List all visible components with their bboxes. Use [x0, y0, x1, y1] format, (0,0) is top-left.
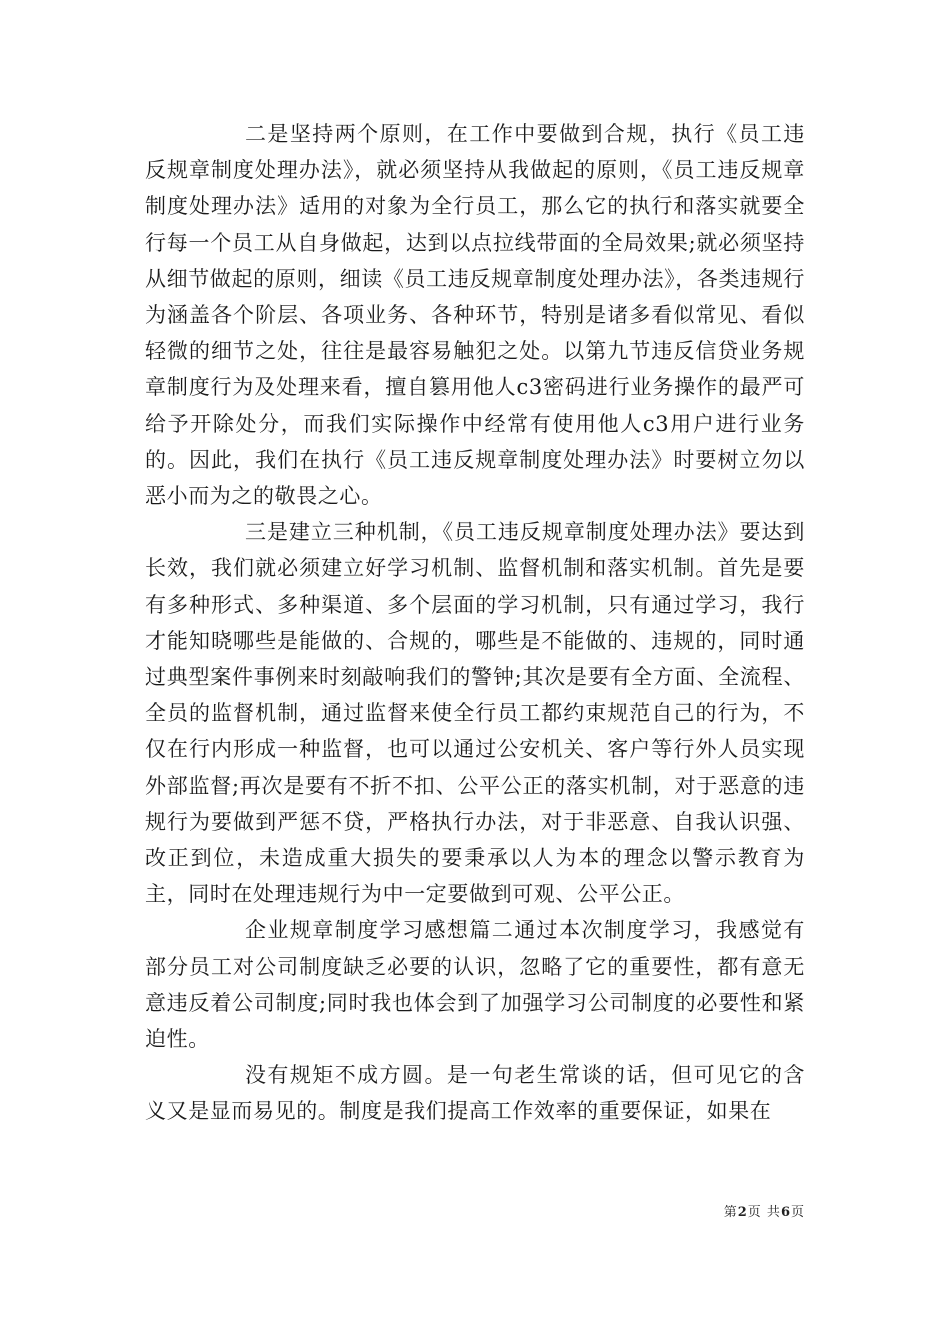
document-body: [145, 116, 805, 1130]
paragraph: 二是坚持两个原则，在工作中要做到合规，执行《员工违反规章制度处理办法》，就必须坚持从我做起的原则，《员工违反规章制度处理办法》适用的对象为全行员工，那么它的执行和落实就要全行每一个员工从自身做起，达到以点拉线带面的全局效果;就必须坚持从细节做起的原则，细读《员工违反规章制度处理办法》，各类违规行为涵盖各个阶层、各项业务、各种环节，特别是诸多看似常见、看似轻微的细节之处，往往是最容易触犯之处。以第九节违反信贷业务规章制度行为及处理来看，擅自篡用他人c3密码进行业务操作的最严可给予开除处分，而我们实际操作中经常有使用他人c3用户进行业务的。因此，我们在执行《员工违反规章制度处理办法》时要树立勿以恶小而为之的敬畏之心。: [145, 122, 805, 509]
current-page-number: 2: [737, 1205, 748, 1220]
footer-middle: 页 共: [747, 1205, 781, 1220]
footer-suffix: 页: [790, 1205, 805, 1220]
paragraph: 没有规矩不成方圆。是一句老生常谈的话，但可见它的含义又是显而易见的。制度是我们提高工作效率的重要保证，如果在: [145, 1063, 805, 1124]
page-number-footer: [610, 1205, 805, 1221]
total-page-count: 6: [780, 1205, 791, 1220]
footer-prefix: 第: [723, 1205, 738, 1220]
paragraph: 企业规章制度学习感想篇二通过本次制度学习，我感觉有部分员工对公司制度缺乏必要的认识，忽略了它的重要性，都有意无意违反着公司制度;同时我也体会到了加强学习公司制度的必要性和紧迫性。: [145, 918, 805, 1052]
paragraph: 三是建立三种机制，《员工违反规章制度处理办法》要达到长效，我们就必须建立好学习机制、监督机制和落实机制。首先是要有多种形式、多种渠道、多个层面的学习机制，只有通过学习，我行才能知晓哪些是能做的、合规的，哪些是不能做的、违规的，同时通过典型案件事例来时刻敲响我们的警钟;其次是要有全方面、全流程、全员的监督机制，通过监督来使全行员工都约束规范自己的行为，不仅在行内形成一种监督，也可以通过公安机关、客户等行外人员实现外部监督;再次是要有不折不扣、公平公正的落实机制，对于恶意的违规行为要做到严惩不贷，严格执行办法，对于非恶意、自我认识强、改正到位，未造成重大损失的要秉承以人为本的理念以警示教育为主，同时在处理违规行为中一定要做到可观、公平公正。: [145, 520, 805, 907]
